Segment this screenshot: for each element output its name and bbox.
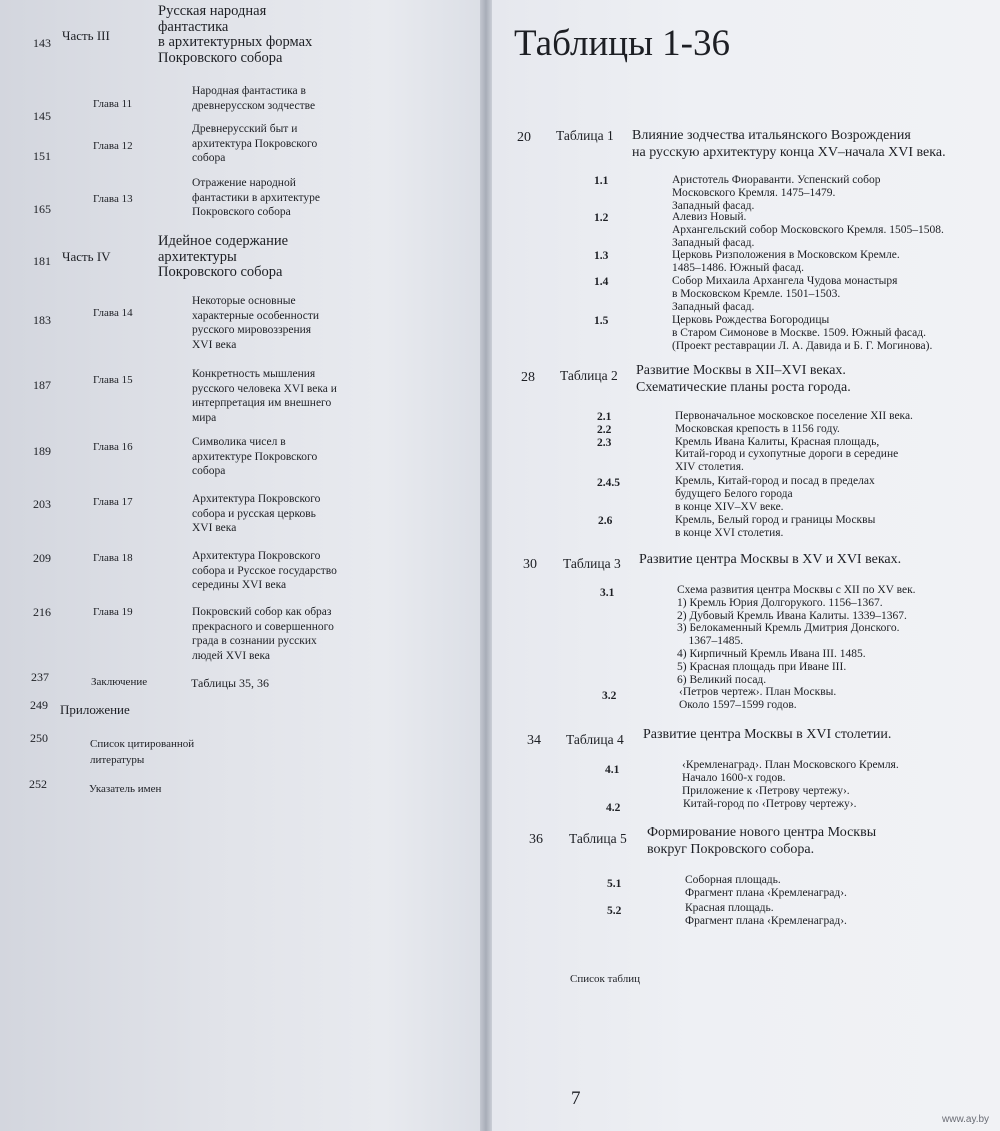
chapter-label: Глава 14 xyxy=(93,307,133,319)
book-gutter xyxy=(480,0,492,1131)
plate-description: Схема развития центра Москвы с XII по XV век. 1) Кремль Юрия Долгорукого. 1156–1367. 2) Дубовый Кремль Ивана Калиты. 1339–1367. 3) Белокаменный Кремль Дмитрия Донского. 1367–1485. 4) Кирпичный Кремль Ивана III. 1485. 5) Красная площадь при Иване III. 6) Великий посад. xyxy=(677,584,916,686)
chapter-label: Глава 19 xyxy=(93,606,133,618)
toc-page-number: 145 xyxy=(33,109,51,123)
plate-number: 4.2 xyxy=(606,802,621,814)
toc-page-number: 187 xyxy=(33,378,51,392)
index-label: Указатель имен xyxy=(89,783,162,795)
plate-description: Кремль, Китай-город и посад в пределах будущего Белого города в конце XIV–XV веке. xyxy=(675,475,875,513)
chapter-title: Некоторые основные характерные особенности русского мировоззрения XVI века xyxy=(192,295,320,351)
plate-description: Церковь Ризположения в Московском Кремле. 1485–1486. Южный фасад. xyxy=(672,249,900,274)
plate-description: Собор Михаила Архангела Чудова монастыря в Московском Кремле. 1501–1503. Западный фасад. xyxy=(672,275,898,313)
toc-page-number: 250 xyxy=(30,731,48,745)
part-label: Часть III xyxy=(62,28,110,43)
plate-number: 3.2 xyxy=(602,690,617,702)
toc-page-number: 209 xyxy=(33,551,51,565)
appendix-label: Приложение xyxy=(60,702,130,717)
plate-description: Кремль, Белый город и границы Москвы в конце XVI столетия. xyxy=(675,514,876,539)
plate-number: 5.1 xyxy=(607,878,622,890)
right-page xyxy=(492,0,1000,1131)
plate-number: 1.5 xyxy=(594,315,609,327)
chapter-title: Архитектура Покровского собора и Русское государство середины XVI века xyxy=(192,550,337,591)
table-page-number: 34 xyxy=(527,733,541,748)
plate-description: Первоначальное московское поселение XII века. Московская крепость в 1156 году. Кремль Ивана Калиты, Красная площадь, Китай-город и сухопутные дороги в середине XIV столетия. xyxy=(675,410,913,474)
toc-page-number: 216 xyxy=(33,605,51,619)
part-title: Русская народная фантастика в архитектурных формах Покровского собора xyxy=(158,3,313,66)
chapter-title: Отражение народной фантастики в архитектуре Покровского собора xyxy=(192,177,320,218)
references-label: Список цитированной литературы xyxy=(90,738,195,766)
toc-page-number: 165 xyxy=(33,202,51,216)
table-label: Таблица 1 xyxy=(556,128,614,143)
table-title: Развитие центра Москвы в XV и XVI веках. xyxy=(639,552,902,567)
part-label: Часть IV xyxy=(62,249,111,264)
plate-number: 3.1 xyxy=(600,587,615,599)
plate-description: ‹Петров чертеж›. План Москвы. Около 1597–1599 годов. xyxy=(679,686,837,711)
plate-number: 1.3 xyxy=(594,250,609,262)
list-of-tables-caption: Список таблиц xyxy=(570,973,640,985)
table-title: Развитие центра Москвы в XVI столетии. xyxy=(643,727,892,742)
table-label: Таблица 5 xyxy=(569,831,627,846)
plate-number: 1.1 xyxy=(594,175,609,187)
chapter-title: Архитектура Покровского собора и русская церковь XVI века xyxy=(192,493,321,534)
table-page-number: 20 xyxy=(517,130,531,145)
toc-page-number: 151 xyxy=(33,149,51,163)
plate-description: Китай-город по ‹Петрову чертежу›. xyxy=(683,798,857,810)
conclusion-note: Таблицы 35, 36 xyxy=(191,676,270,690)
plate-description: Красная площадь. Фрагмент плана ‹Кремленаград›. xyxy=(685,902,847,927)
plate-number: 1.2 xyxy=(594,212,609,224)
table-page-number: 30 xyxy=(523,557,537,572)
part-title: Идейное содержание архитектуры Покровского собора xyxy=(158,233,289,280)
page-number: 7 xyxy=(571,1088,581,1109)
table-page-number: 28 xyxy=(521,370,535,385)
chapter-label: Глава 15 xyxy=(93,374,133,386)
plate-number: 4.1 xyxy=(605,764,620,776)
table-title: Влияние зодчества итальянского Возрождения на русскую архитектуру конца XV–начала XVI века. xyxy=(632,128,946,160)
chapter-label: Глава 16 xyxy=(93,441,133,453)
table-page-number: 36 xyxy=(529,832,543,847)
toc-page-number: 189 xyxy=(33,444,51,458)
chapter-label: Глава 12 xyxy=(93,140,133,152)
plate-description: ‹Кремленаград›. План Московского Кремля. Начало 1600-х годов. Приложение к ‹Петрову чертежу›. xyxy=(682,759,899,797)
table-label: Таблица 3 xyxy=(563,556,621,571)
plate-number: 1.4 xyxy=(594,276,609,288)
plate-number: 2.6 xyxy=(598,515,613,527)
toc-page-number: 143 xyxy=(33,36,51,50)
plate-description: Церковь Рождества Богородицы в Старом Симонове в Москве. 1509. Южный фасад. (Проект реставрации Л. А. Давида и Б. Г. Могинова). xyxy=(672,314,933,352)
chapter-title: Древнерусский быт и архитектура Покровского собора xyxy=(192,123,318,164)
chapter-label: Глава 13 xyxy=(93,193,133,205)
toc-page-number: 183 xyxy=(33,313,51,327)
toc-page-number: 252 xyxy=(29,777,47,791)
conclusion-label: Заключение xyxy=(91,676,148,688)
chapter-title: Конкретность мышления русского человека XVI века и интерпретация им внешнего мира xyxy=(192,368,337,424)
chapter-label: Глава 11 xyxy=(93,98,133,110)
chapter-label: Глава 17 xyxy=(93,496,133,508)
page-heading: Таблицы 1-36 xyxy=(514,23,731,64)
plate-number: 2.4.5 xyxy=(597,477,620,489)
plate-number: 5.2 xyxy=(607,905,622,917)
plate-description: Соборная площадь. Фрагмент плана ‹Кремленаград›. xyxy=(685,874,847,899)
table-title: Формирование нового центра Москвы вокруг Покровского собора. xyxy=(647,825,877,857)
chapter-title: Народная фантастика в древнерусском зодчестве xyxy=(192,85,316,112)
plate-description: Аристотель Фиораванти. Успенский собор Московского Кремля. 1475–1479. Западный фасад. xyxy=(672,174,881,212)
chapter-title: Символика чисел в архитектуре Покровского собора xyxy=(192,436,318,477)
watermark: www.ay.by xyxy=(942,1114,990,1125)
toc-page-number: 237 xyxy=(31,670,49,684)
plate-number: 2.1 2.2 2.3 xyxy=(597,411,612,449)
chapter-title: Покровский собор как образ прекрасного и совершенного града в сознании русских людей XVI века xyxy=(192,606,334,662)
chapter-label: Глава 18 xyxy=(93,552,133,564)
toc-page-number: 181 xyxy=(33,254,51,268)
toc-page-number: 249 xyxy=(30,698,48,712)
table-title: Развитие Москвы в XII–XVI веках. Схематические планы роста города. xyxy=(636,363,851,395)
left-page xyxy=(0,0,480,1131)
table-label: Таблица 4 xyxy=(566,732,624,747)
plate-description: Алевиз Новый. Архангельский собор Московского Кремля. 1505–1508. Западный фасад. xyxy=(672,211,944,249)
table-label: Таблица 2 xyxy=(560,368,618,383)
toc-page-number: 203 xyxy=(33,497,51,511)
